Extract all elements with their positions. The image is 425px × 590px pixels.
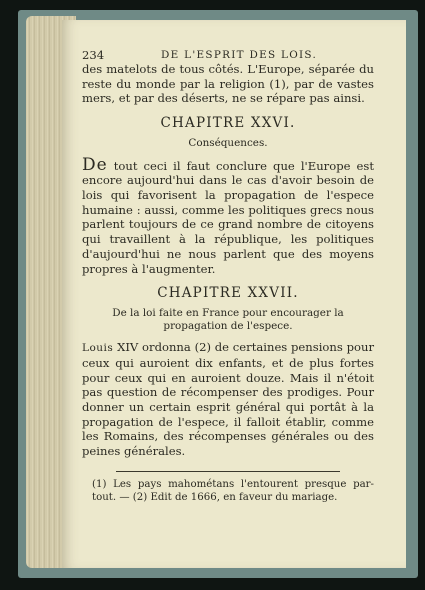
chapter-26-dropcap: De	[82, 154, 108, 175]
chapter-27-heading: CHAPITRE XXVII.	[157, 285, 299, 302]
chapter-27-text: XIV ordonna (2) de certaines pensions pour ceux qui auroient dix enfants, et de plus fortes pour ceux qui en auroient douze. Mais il n'étoit pas question de récompenser des prodiges. Pour donner un certain esprit général qui portât à la propagation de l'espece, il falloit établir, comme les Romains, des récompenses générales ou des peines générales.	[82, 340, 374, 459]
running-head: DE L'ESPRIT DES LOIS.	[161, 49, 318, 61]
intro-paragraph: des matelots de tous côtés. L'Europe, séparée du reste du monde par la religion (1), par de vastes mers, et par des déserts, ne se répare pas ainsi.	[82, 62, 374, 106]
chapter-26-text: tout ceci il faut conclure que l'Europe est encore aujourd'hui dans le cas d'avoir besoin de lois qui favorisent la propagation de l'espece humaine : aussi, comme les politiques grecs nous parlent toujours de ce grand nombre de citoyens qui travaillent à la république, les politiques d'aujourd'hui ne nous parlent que des moyens propres à l'augmenter.	[82, 158, 374, 276]
footnotes: (1) Les pays mahométans l'entourent presque par-tout. — (2) Edit de 1666, en faveur du mariage.	[92, 478, 374, 504]
chapter-26-subtitle: Conséquences.	[188, 137, 268, 150]
footnote-rule	[116, 471, 340, 472]
running-header	[82, 48, 374, 62]
chapter-27-paragraph	[82, 340, 374, 459]
chapter-27-subtitle: De la loi faite en France pour encourager la propagation de l'espece.	[112, 307, 344, 332]
chapter-26-paragraph	[82, 154, 374, 277]
chapter-26-heading: CHAPITRE XXVI.	[160, 115, 296, 132]
page-number: 234	[82, 48, 105, 62]
page-text	[82, 48, 374, 505]
chapter-27-dropcap: Louis	[82, 342, 114, 355]
